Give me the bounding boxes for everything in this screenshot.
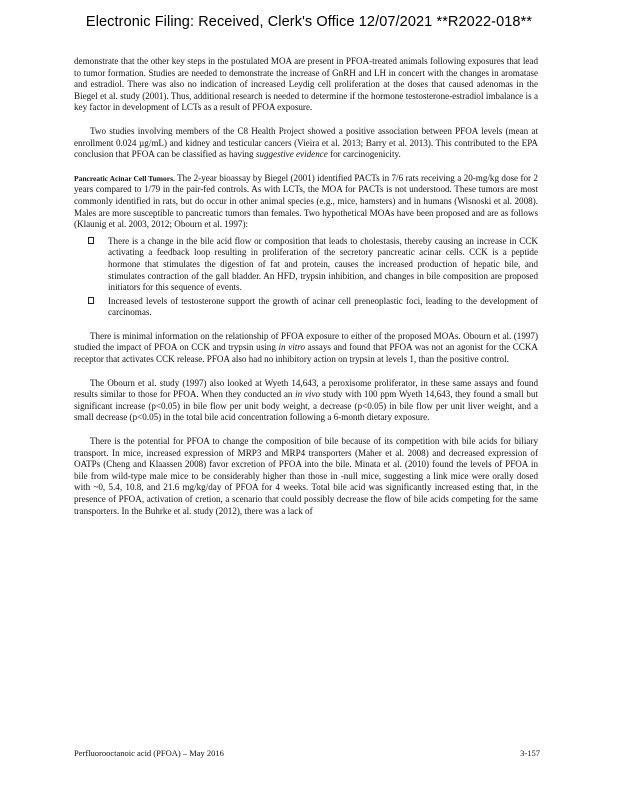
paragraph-4 (74, 331, 538, 366)
bullet-box-icon (88, 237, 94, 244)
paragraph-3-text: The 2-year bioassay by Biegel (2001) identified PACTs in 7/6 rats receiving a 20-mg/kg dose for 2 years compared to 1/79 in the pair-fed controls. As with LCTs, the MOA for PACTs is not understood. These tumors are most commonly identified in rats, but do occur in other animal species (e.g., mice, hamsters) and in humans (Wisnoski et al. 2008). Males are more susceptible to pancreatic tumors than females. Two hypothetical MOAs have been proposed and are as follows (Klaunig et al. 2003, 2012; Obourn et al. 1997): (74, 172, 538, 230)
paragraph-2-end: for carcinogenicity. (330, 149, 401, 160)
page-footer (74, 748, 540, 758)
paragraph-6: There is the potential for PFOA to change the composition of bile because of its competition with bile acids for biliary transport. In mice, increased expression of MRP3 and MRP4 transporters (Maher et al. 2008) and decreased expression of OATPs (Cheng and Klaassen 2008) favor excretion of PFOA into the bile. Minata et al. (2010) found the levels of PFOA in bile from wild-type male mice to be considerably higher than those in -null mice, suggesting a link mice were orally dosed with ~0, 5.4, 10.8, and 21.6 mg/kg/day of PFOA for 4 weeks. Total bile acid was significantly increased esting that, in the presence of PFOA, activation of cretion, a scenario that could possibly decrease the flow of bile acids competing for the same transporters. In the Buhrke et al. study (2012), there was a lack of (74, 436, 538, 516)
paragraph-1: demonstrate that the other key steps in the postulated MOA are present in PFOA-treated animals following exposures that lead to tumor formation. Studies are needed to demonstrate the increase of GnRH and LH in concert with the changes in aromatase and estradiol. There was also no indication of increased Leydig cell proliferation at the doses that caused adenomas in the Biegel et al. study (2001). Thus, additional research is needed to determine if the hormone testosterone-estradiol imbalance is a key factor in development of LCTs as a result of PFOA exposure. (74, 56, 538, 113)
page-number: 3-157 (520, 748, 540, 758)
paragraph-4-italic: in vitro (278, 342, 306, 353)
paragraph-2 (74, 126, 538, 161)
list-item-text: There is a change in the bile acid flow or composition that leads to cholestasis, thereby causing an increase in CCK activating a feedback loop resulting in proliferation of the secretory pancreatic acinar cells. CCK is a peptide hormone that stimulates the digestion of fat and protein, causes the increased production of hepatic bile, and stimulates contraction of the gall bladder. An HFD, trypsin inhibition, and changes in bile composition are proposed initiators for this sequence of events. (108, 235, 538, 293)
paragraph-2-italic: suggestive evidence (255, 149, 328, 160)
paragraph-4-c: than the positive control. (418, 354, 509, 365)
paragraph-4-a: There is minimal information on the relationship of PFOA exposure to either of the proposed MOAs. Obourn et al. (1997) studied the impact of PFOA on CCK and trypsin using (74, 330, 538, 353)
paragraph-5-a: The Obourn et al. study (1997) also looked at Wyeth 14,643, a peroxisome proliferator, in these same assays and found results similar to those for PFOA. When they conducted an (74, 377, 538, 400)
list-item-text: Increased levels of testosterone support the growth of acinar cell preneoplastic foci, leading to the development of carcinomas. (108, 295, 538, 318)
list-item (74, 296, 538, 319)
paragraph-3 (74, 173, 538, 231)
mode-of-action-list (74, 236, 538, 319)
paragraph-2-main: Two studies involving members of the C8 Health Project showed a positive association between PFOA levels (mean at enrollment 0.024 µg/mL) and kidney and testicular cancers (Vieira et al. 2013; Barry et al. 2013). This contributed to the EPA conclusion that PFOA can be classified as having (74, 125, 538, 160)
bullet-box-icon (88, 297, 94, 304)
paragraph-5-italic: in vivo (295, 389, 321, 400)
document-body (74, 56, 538, 529)
filing-stamp: Electronic Filing: Received, Clerk's Office 12/07/2021 **R2022-018** (85, 14, 533, 30)
paragraph-5 (74, 378, 538, 424)
paragraph-4-b: assays and found that PFOA was not an agonist for the CCKA receptor that activates CCK release. PFOA also had no inhibitory action on trypsin at levels 1, (74, 342, 539, 365)
section-heading-pacts: Pancreatic Acinar Cell Tumors. (74, 173, 175, 183)
paragraph-5-b: study with 100 ppm Wyeth 14,643, they found a small but significant increase (p<0.05) in bile flow per unit body weight, a decrease (p<0.05) in bile flow per unit liver weight, and a small decrease (p<0.05) in the total bile acid concentration following a 6-month dietary exposure. (74, 389, 539, 423)
list-item (74, 236, 538, 294)
footer-document-title: Perfluorooctanoic acid (PFOA) – May 2016 (74, 748, 224, 758)
